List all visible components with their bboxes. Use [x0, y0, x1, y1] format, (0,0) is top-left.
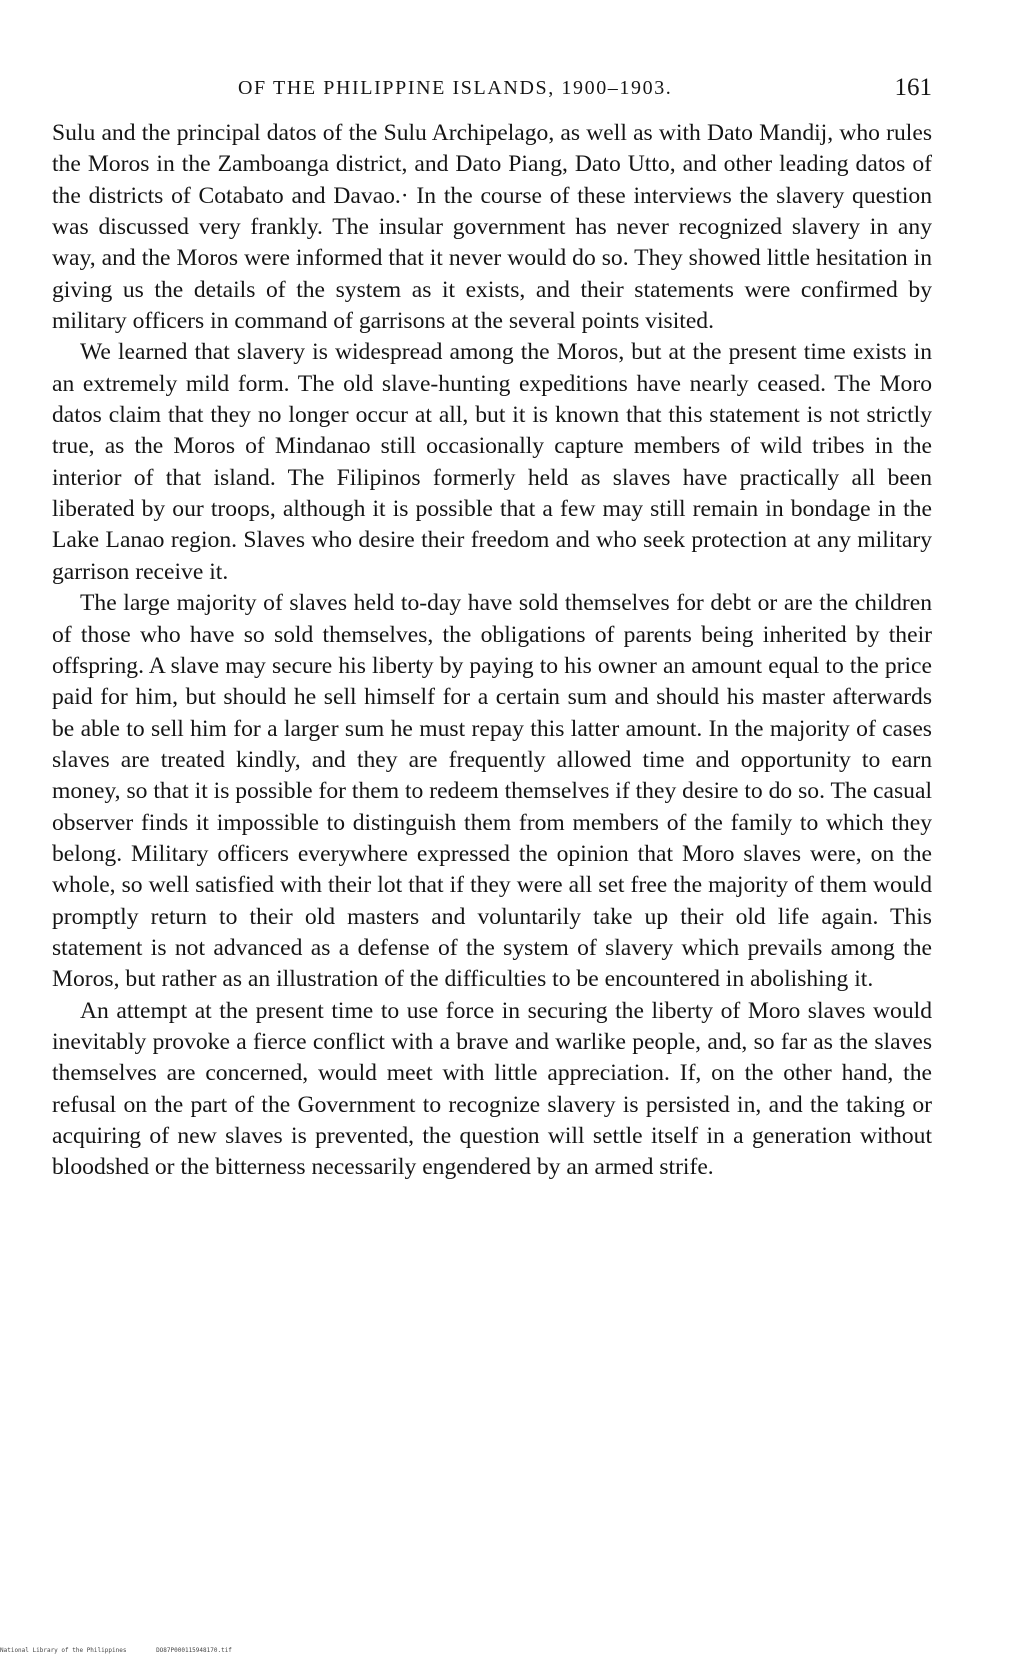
paragraph: An attempt at the present time to use force in securing the liberty of Moro slaves would inevitably provoke a fierce conflict with a brave and warlike people, and, so far as the slaves themselves are concerned, would meet with little appreciation. If, on the other hand, the refusal on the part of the Government to recognize slavery is persisted in, and the taking or acquiring of new slaves is prevented, the question will settle itself in a generation without bloodshed or the bitterness necessarily engendered by an armed strife.	[52, 997, 932, 1181]
library-credit: National Library of the Philippines	[0, 1647, 127, 1654]
page-header	[52, 70, 932, 106]
file-id: DO87P000115948170.tif	[156, 1647, 232, 1654]
paragraph: We learned that slavery is widespread among the Moros, but at the present time exists in an extremely mild form. The old slave-hunting expeditions have nearly ceased. The Moro datos claim that they no longer occur at all, but it is known that this statement is not strictly true, as the Moros of Mindanao still occasionally capture members of wild tribes in the interior of that island. The Filipinos formerly held as slaves have practically all been liberated by our troops, although it is possible that a few may still remain in bondage in the Lake Lanao region. Slaves who desire their freedom and who seek protection at any military garrison receive it.	[52, 339, 932, 585]
scan-footer	[0, 1647, 258, 1655]
page-number: 161	[894, 74, 932, 101]
paragraph-continued: Sulu and the principal datos of the Sulu Archipelago, as well as with Dato Mandij, who rules the Moros in the Zamboanga district, and Dato Piang, Dato Utto, and other leading datos of the districts of Cotabato and Davao.· In the course of these interviews the slavery question was discussed very frankly. The insular government has never recognized slavery in any way, and the Moros were informed that it never would do so. They showed little hesitation in giving us the details of the system as it exists, and their statements were confirmed by military officers in command of garrisons at the several points visited.	[52, 120, 932, 335]
running-head: OF THE PHILIPPINE ISLANDS, 1900–1903.	[238, 77, 673, 99]
paragraph: The large majority of slaves held to-day have sold themselves for debt or are the children of those who have so sold themselves, the obligations of parents being inherited by their offspring. A slave may secure his liberty by paying to his owner an amount equal to the price paid for him, but should he sell himself for a certain sum and should his master afterwards be able to sell him for a larger sum he must repay this latter amount. In the majority of cases slaves are treated kindly, and they are frequently allowed time and opportunity to earn money, so that it is possible for them to redeem themselves if they desire to do so. The casual observer finds it impossible to distinguish them from members of the family to which they belong. Military officers everywhere expressed the opinion that Moro slaves were, on the whole, so well satisfied with their lot that if they were all set free the majority of them would promptly return to their old masters and voluntarily take up their old life again. This statement is not advanced as a defense of the system of slavery which prevails among the Moros, but rather as an illustration of the difficulties to be encountered in abolishing it.	[52, 590, 932, 993]
body-text	[52, 118, 932, 1184]
